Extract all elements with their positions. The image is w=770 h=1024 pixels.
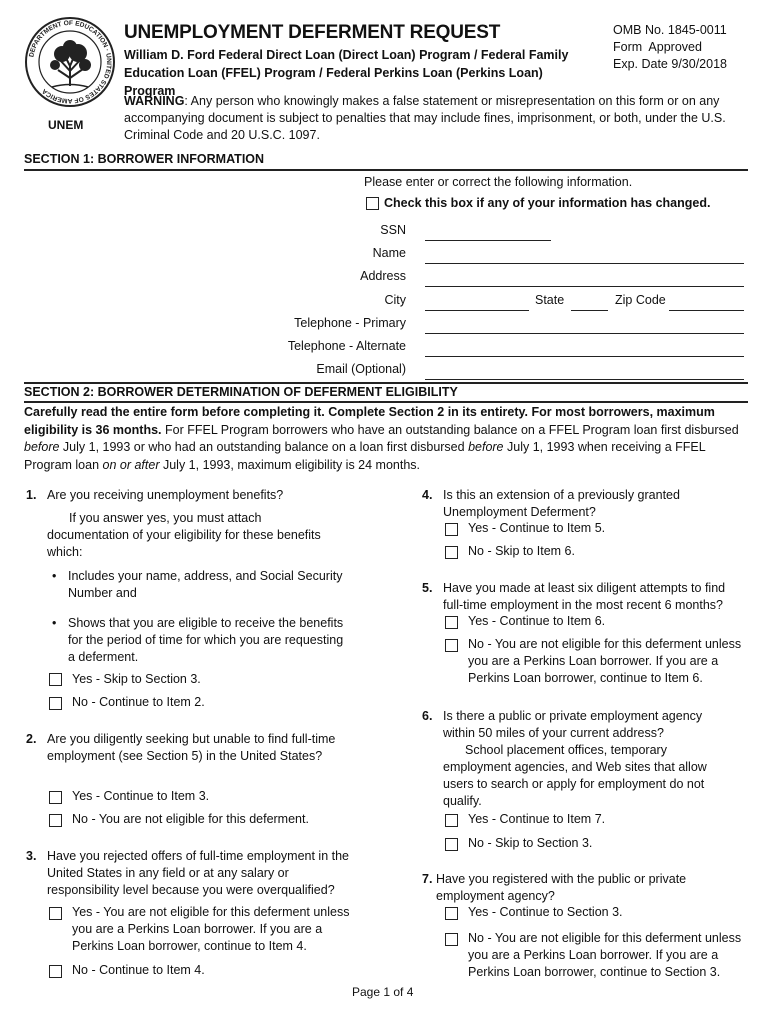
- subtitle-line-2: Education Loan (FFEL) Program / Federal Perkins Loan (Perkins Loan) Program: [124, 66, 543, 98]
- program-subtitle: [124, 46, 594, 100]
- subtitle-line-1: William D. Ford Federal Direct Loan (Direct Loan) Program / Federal Family: [124, 48, 569, 62]
- address-field[interactable]: [425, 286, 744, 287]
- q2-number: 2.: [26, 732, 37, 746]
- seal-text: DEPARTMENT OF EDUCATION · UNITED STATES OF AMERICA: [28, 19, 113, 105]
- q1-note: If you answer yes, you must attach documentation of your eligibility for these benefits which:: [47, 511, 321, 559]
- q7-no-checkbox[interactable]: [445, 933, 458, 946]
- address-label: Address: [360, 269, 406, 283]
- q3-no-checkbox[interactable]: [49, 965, 62, 978]
- form-code: UNEM: [48, 118, 84, 132]
- q3-text: Have you rejected offers of full-time employment in the United States in any field or at any salary or responsibility level because you were overqualified?: [47, 849, 349, 897]
- q4-yes-checkbox[interactable]: [445, 523, 458, 536]
- q6-no-checkbox[interactable]: [445, 838, 458, 851]
- form-approved: Form Approved: [613, 40, 702, 54]
- q5-yes-checkbox[interactable]: [445, 616, 458, 629]
- intro-italic-3: on or after: [102, 457, 160, 472]
- state-label: State: [535, 293, 565, 307]
- section2-intro: [24, 404, 749, 474]
- intro-text-3: July 1, 1993 when receiving a FFEL Program loan: [24, 440, 706, 472]
- ssn-label: SSN: [380, 223, 406, 237]
- q5-no-checkbox[interactable]: [445, 639, 458, 652]
- q3-no-label: No - Continue to Item 4.: [72, 963, 205, 977]
- phone-alternate-field[interactable]: [425, 356, 744, 357]
- warning-label: WARNING: [124, 94, 185, 108]
- q1-bullet-1: Includes your name, address, and Social Security Number and: [68, 569, 343, 600]
- intro-italic-1: before: [24, 440, 60, 454]
- q6-yes-label: Yes - Continue to Item 7.: [468, 812, 606, 826]
- q3-yes-label: Yes - You are not eligible for this deferment unless you are a Perkins Loan borrower. If you are a Perkins Loan borrower, continue to Item 4.: [72, 905, 350, 953]
- phone-primary-field[interactable]: [425, 333, 744, 334]
- zip-field[interactable]: [669, 310, 744, 311]
- q6-no-label: No - Skip to Section 3.: [468, 836, 593, 850]
- state-field[interactable]: [571, 310, 608, 311]
- q4-number: 4.: [422, 488, 433, 502]
- q7-no-label: No - You are not eligible for this deferment unless you are a Perkins Loan borrower. If you are a Perkins Loan borrower, continue to Section 3.: [468, 931, 742, 979]
- q4-text: Is this an extension of a previously granted Unemployment Deferment?: [443, 488, 680, 519]
- bullet-2-icon: •: [52, 616, 57, 630]
- q1-no-label: No - Continue to Item 2.: [72, 695, 205, 709]
- q7-yes-label: Yes - Continue to Section 3.: [468, 905, 623, 919]
- section2-heading: SECTION 2: BORROWER DETERMINATION OF DEFERMENT ELIGIBILITY: [24, 385, 458, 399]
- section1-heading: SECTION 1: BORROWER INFORMATION: [24, 152, 265, 166]
- q1-text: Are you receiving unemployment benefits?: [47, 488, 284, 502]
- q7-number: 7.: [422, 872, 433, 886]
- section2-rule: [24, 401, 748, 403]
- q3-yes-checkbox[interactable]: [49, 907, 62, 920]
- section2-top-rule: [24, 382, 748, 384]
- zip-label: Zip Code: [615, 293, 666, 307]
- q4-yes-label: Yes - Continue to Item 5.: [468, 521, 606, 535]
- omb-number: OMB No. 1845-0011: [613, 23, 727, 37]
- name-label: Name: [372, 246, 406, 260]
- q5-text: Have you made at least six diligent attempts to find full-time employment in the most recent 6 months?: [443, 581, 726, 612]
- q1-number: 1.: [26, 488, 37, 502]
- city-label: City: [384, 293, 406, 307]
- q2-text: Are you diligently seeking but unable to find full-time employment (see Section 5) in the United States?: [47, 732, 336, 763]
- q6-number: 6.: [422, 709, 433, 723]
- q7-text: Have you registered with the public or private employment agency?: [436, 872, 687, 903]
- q1-no-checkbox[interactable]: [49, 697, 62, 710]
- section1-rule: [24, 169, 748, 171]
- q2-yes-checkbox[interactable]: [49, 791, 62, 804]
- q5-yes-label: Yes - Continue to Item 6.: [468, 614, 606, 628]
- q3-number: 3.: [26, 849, 37, 863]
- q5-no-label: No - You are not eligible for this deferment unless you are a Perkins Loan borrower. If you are a Perkins Loan borrower, continue to Item 6.: [468, 637, 742, 685]
- q6-text: Is there a public or private employment agency within 50 miles of your current address?: [443, 709, 703, 740]
- omb-block: [613, 22, 727, 73]
- bullet-1-icon: •: [52, 569, 57, 583]
- q7-yes-checkbox[interactable]: [445, 907, 458, 920]
- ssn-field[interactable]: [425, 240, 551, 241]
- city-field[interactable]: [425, 310, 529, 311]
- svg-text:DEPARTMENT OF EDUCATION · UNIT: [28, 20, 112, 104]
- page-number: Page 1 of 4: [352, 985, 414, 999]
- q4-no-checkbox[interactable]: [445, 546, 458, 559]
- q2-no-checkbox[interactable]: [49, 814, 62, 827]
- q6-note: School placement offices, temporary employment agencies, and Web sites that allow users to search or apply for employment do not qualify.: [443, 743, 707, 808]
- department-of-education-seal: [24, 16, 116, 108]
- info-changed-checkbox[interactable]: [366, 197, 379, 210]
- q1-yes-label: Yes - Skip to Section 3.: [72, 672, 201, 686]
- intro-italic-2: before: [468, 440, 504, 454]
- email-label: Email (Optional): [316, 362, 406, 376]
- section1-instruction: Please enter or correct the following information.: [364, 175, 633, 189]
- warning-body: : Any person who knowingly makes a false statement or misrepresentation on this form or on any accompanying document is subject to penalties that may include fines, imprisonment, or both, under the U.S. Criminal Code and 20 U.S.C. 1097.: [124, 94, 726, 142]
- phone-alternate-label: Telephone - Alternate: [287, 339, 406, 353]
- q2-no-label: No - You are not eligible for this deferment.: [72, 812, 309, 826]
- warning-text: [124, 93, 744, 144]
- intro-text-1: For FFEL Program borrowers who have an outstanding balance on a FFEL Program loan first disbursed: [161, 422, 739, 437]
- intro-bold: Carefully read the entire form before completing it. Complete Section 2 in its entirety. For most borrowers, maximum eligibility is 36 months.: [24, 405, 715, 437]
- intro-text-4: July 1, 1993, maximum eligibility is 24 months.: [159, 457, 421, 472]
- q1-bullet-2: Shows that you are eligible to receive the benefits for the period of time for which you are requesting a deferment.: [68, 616, 344, 664]
- q2-yes-label: Yes - Continue to Item 3.: [72, 789, 210, 803]
- intro-text-2: July 1, 1993 or who had an outstanding balance on a loan first disbursed: [59, 440, 469, 454]
- q6-yes-checkbox[interactable]: [445, 814, 458, 827]
- page-title: UNEMPLOYMENT DEFERMENT REQUEST: [124, 22, 501, 43]
- q5-number: 5.: [422, 581, 433, 595]
- info-changed-label: Check this box if any of your information has changed.: [384, 196, 711, 210]
- email-field[interactable]: [425, 379, 744, 380]
- expiration-date: Exp. Date 9/30/2018: [613, 57, 727, 71]
- phone-primary-label: Telephone - Primary: [294, 316, 406, 330]
- name-field[interactable]: [425, 263, 744, 264]
- q1-yes-checkbox[interactable]: [49, 673, 62, 686]
- q4-no-label: No - Skip to Item 6.: [468, 544, 575, 558]
